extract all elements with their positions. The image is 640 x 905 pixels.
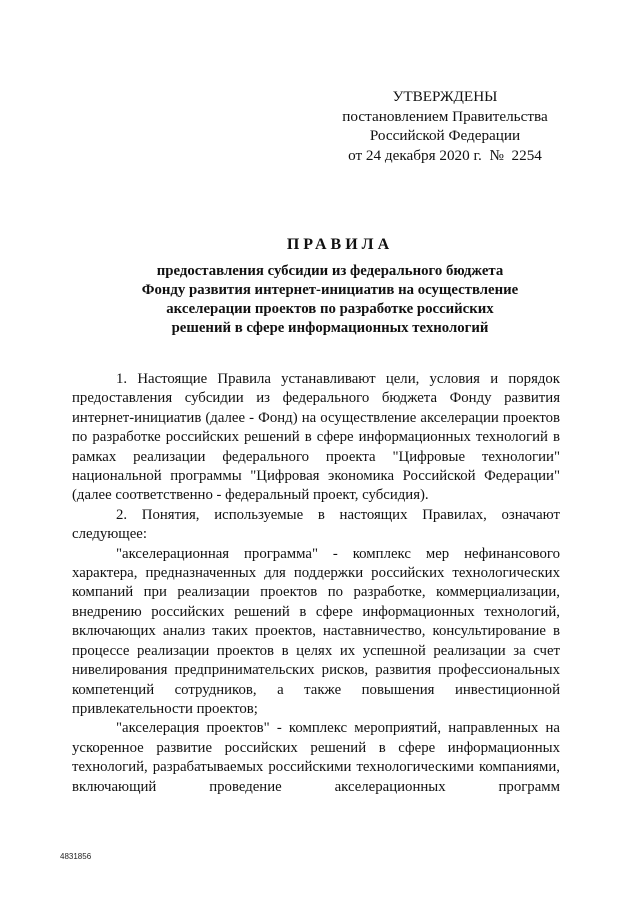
approval-heading: УТВЕРЖДЕНЫ — [392, 88, 498, 105]
subtitle-line: решений в сфере информационных технологий — [171, 320, 489, 336]
approval-line-country: Российской Федерации — [369, 127, 521, 144]
paragraph-1: 1. Настоящие Правила устанавливают цели, условия и порядок предоставления субсидии из федерального бюджета Фонду развития интернет-инициатив (далее - Фонд) на осуществление акселерации проектов по разработке российских решений в сфере информационных технологий в рамках реализации федерального проекта "Цифровые технологии" национальной программы "Цифровая экономика Российской Федерации" (далее соответственно - федеральный проект, субсидия). — [72, 371, 560, 504]
subtitle-line: акселерации проектов по разработке российских — [166, 301, 494, 317]
document-body — [72, 370, 560, 797]
approval-line-date-number: от 24 декабря 2020 г. № 2254 — [348, 146, 542, 164]
paragraph-2: 2. Понятия, используемые в настоящих Правилах, означают следующее: — [72, 506, 560, 543]
approval-stamp — [330, 87, 560, 165]
paragraph-definition-acceleration-program: "акселерационная программа" - комплекс мер нефинансового характера, предназначенных для поддержки российских технологических компаний при реализации проектов по разработке, коммерциализации, внедрению российских решений в сфере информационных технологий, включающих анализ таких проектов, наставничество, консультирование в процессе реализации проектов в целях их успешной реализации за счет нивелирования предпринимательских рисков, развития профессиональных компетенций сотрудников, а также повышения инвестиционной привлекательности проектов; — [72, 545, 560, 717]
document-title: ПРАВИЛА — [286, 236, 394, 253]
document-code: 4831856 — [60, 852, 92, 861]
subtitle-line: предоставления субсидии из федерального бюджета — [156, 263, 504, 279]
document-subtitle — [100, 262, 560, 338]
subtitle-line: Фонду развития интернет-инициатив на осуществление — [141, 282, 519, 298]
paragraph-definition-project-acceleration: "акселерация проектов" - комплекс мероприятий, направленных на ускоренное развитие российских решений в сфере информационных технологий, разрабатываемых российскими технологическими компаниями, включающий проведение акселерационных программ — [72, 720, 560, 795]
approval-line-resolution: постановлением Правительства — [342, 107, 548, 125]
